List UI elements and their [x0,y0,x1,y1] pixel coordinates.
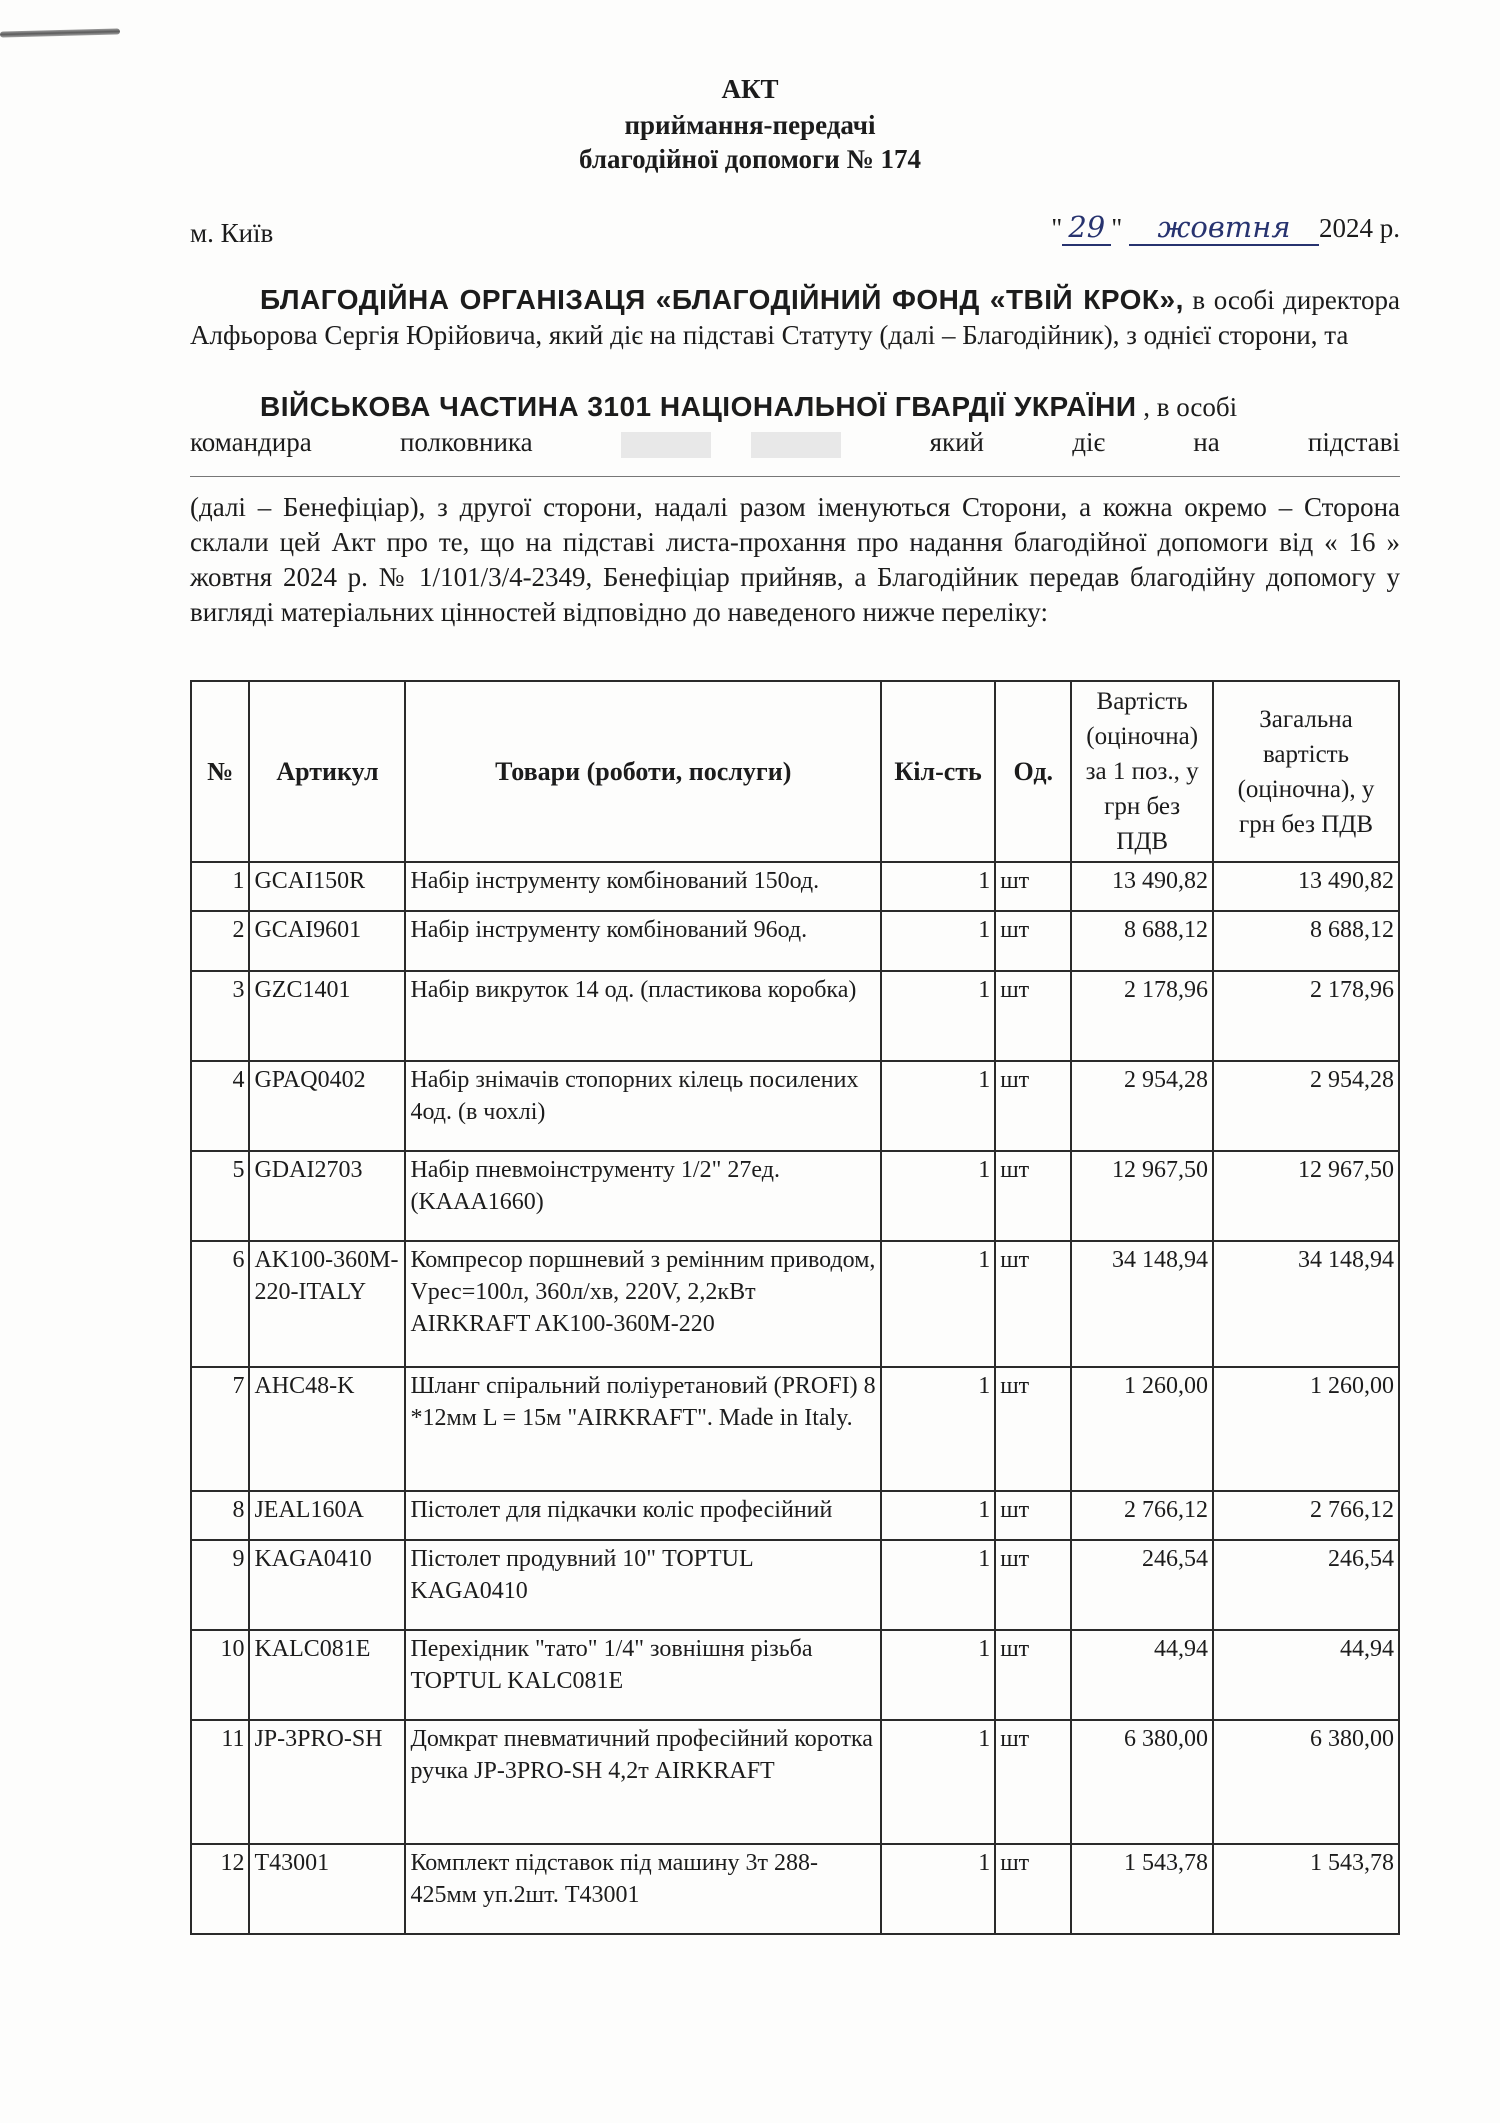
cell-qty: 1 [881,1061,995,1151]
cell-article: GCAI9601 [249,911,405,971]
cell-unit: шт [995,1241,1071,1367]
cell-no: 6 [191,1241,249,1367]
intro-paragraph-1 [190,282,1400,353]
table-row [191,911,1399,971]
table-row [191,1367,1399,1491]
table-row [191,1061,1399,1151]
cell-price: 34 148,94 [1071,1241,1213,1367]
cell-no: 10 [191,1630,249,1720]
commander-word-4: діє [1072,427,1106,457]
cell-total: 13 490,82 [1213,862,1399,911]
cell-total: 2 178,96 [1213,971,1399,1061]
cell-price: 2 178,96 [1071,971,1213,1061]
cell-total: 8 688,12 [1213,911,1399,971]
doc-date: " 29 " жовтня 2024 р. [1051,210,1400,244]
cell-goods: Шланг спіральний поліуретановий (PROFI) 8 *12мм L = 15м "AIRKRAFT". Made in Italy. [405,1367,881,1491]
cell-total: 6 380,00 [1213,1720,1399,1844]
cell-unit: шт [995,1720,1071,1844]
cell-goods: Домкрат пневматичний професійний коротка ручка JP-3PRO-SH 4,2т AIRKRAFT [405,1720,881,1844]
header-price: Вартість (оціночна) за 1 поз., у грн без ПДВ [1071,681,1213,862]
cell-price: 1 260,00 [1071,1367,1213,1491]
cell-qty: 1 [881,1491,995,1540]
cell-total: 2 766,12 [1213,1491,1399,1540]
blank-fill-line [190,476,1400,477]
cell-article: AHC48-K [249,1367,405,1491]
cell-unit: шт [995,1151,1071,1241]
cell-total: 246,54 [1213,1540,1399,1630]
header-unit: Од. [995,681,1071,862]
commander-word-5: на [1193,427,1220,457]
cell-total: 1 260,00 [1213,1367,1399,1491]
header-goods: Товари (роботи, послуги) [405,681,881,862]
cell-total: 12 967,50 [1213,1151,1399,1241]
cell-article: GPAQ0402 [249,1061,405,1151]
cell-qty: 1 [881,1630,995,1720]
cell-no: 2 [191,911,249,971]
table-row [191,1151,1399,1241]
cell-no: 1 [191,862,249,911]
cell-no: 12 [191,1844,249,1934]
cell-price: 2 954,28 [1071,1061,1213,1151]
cell-qty: 1 [881,1151,995,1241]
cell-article: GCAI150R [249,862,405,911]
commander-word-1: командира [190,427,312,457]
cell-unit: шт [995,862,1071,911]
cell-price: 246,54 [1071,1540,1213,1630]
intro-paragraph-3: (далі – Бенефіціар), з другої сторони, надалі разом іменуються Сторони, а кожна окремо – Сторона склали цей Акт про те, що на підставі листа-прохання про надання благодійної допомоги від « 16 » жовтня 2024 р. № 1/101/3/4-2349, Бенефіціар прийняв, а Благодійник передав благодійну допомогу у вигляді матеріальних цінностей відповідно до наведеного нижче переліку: [190,492,1400,627]
table-row [191,971,1399,1061]
cell-total: 44,94 [1213,1630,1399,1720]
cell-unit: шт [995,1540,1071,1630]
items-table [190,680,1400,1935]
cell-goods: Набір знімачів стопорних кілець посилених 4од. (в чохлі) [405,1061,881,1151]
cell-total: 1 543,78 [1213,1844,1399,1934]
cell-article: KALC081E [249,1630,405,1720]
redacted-name [621,425,842,460]
place-of-signing: м. Київ [190,218,274,248]
table-header-row [191,681,1399,862]
cell-qty: 1 [881,1540,995,1630]
cell-price: 12 967,50 [1071,1151,1213,1241]
beneficiary-name: ВІЙСЬКОВА ЧАСТИНА 3101 НАЦІОНАЛЬНОЇ ГВАРДІЇ УКРАЇНИ [260,391,1137,422]
cell-goods: Компресор поршневий з ремінним приводом, Vрес=100л, 360л/хв, 220V, 2,2кВт AIRKRAFT AK100-360M-220 [405,1241,881,1367]
cell-no: 8 [191,1491,249,1540]
cell-unit: шт [995,1367,1071,1491]
cell-goods: Пістолет продувний 10" TOPTUL KAGA0410 [405,1540,881,1630]
cell-qty: 1 [881,1844,995,1934]
donor-name: БЛАГОДІЙНА ОРГАНІЗАЦЯ «БЛАГОДІЙНИЙ ФОНД «ТВІЙ КРОК», [260,284,1184,315]
cell-qty: 1 [881,1241,995,1367]
staple [0,28,120,37]
date-year: 2024 р. [1319,213,1400,243]
table-row [191,1630,1399,1720]
cell-unit: шт [995,1491,1071,1540]
cell-price: 6 380,00 [1071,1720,1213,1844]
commander-word-6: підставі [1307,427,1400,457]
header-no: № [191,681,249,862]
cell-total: 34 148,94 [1213,1241,1399,1367]
cell-no: 4 [191,1061,249,1151]
cell-goods: Набір викруток 14 од. (пластикова коробка) [405,971,881,1061]
cell-article: AK100-360M-220-ITALY [249,1241,405,1367]
cell-no: 5 [191,1151,249,1241]
cell-article: JP-3PRO-SH [249,1720,405,1844]
doc-subtitle-1: приймання-передачі [624,110,876,140]
cell-price: 44,94 [1071,1630,1213,1720]
cell-goods: Комплект підставок під машину 3т 288-425мм уп.2шт. T43001 [405,1844,881,1934]
doc-title: АКТ [721,74,779,104]
cell-article: T43001 [249,1844,405,1934]
cell-goods: Перехідник "тато" 1/4" зовнішня різьба TOPTUL KALC081E [405,1630,881,1720]
cell-no: 3 [191,971,249,1061]
commander-word-2: полковника [399,427,533,457]
commander-word-3: який [929,427,984,457]
header-qty: Кіл-сть [881,681,995,862]
cell-unit: шт [995,1844,1071,1934]
cell-goods: Пістолет для підкачки коліс професійний [405,1491,881,1540]
cell-no: 11 [191,1720,249,1844]
cell-no: 7 [191,1367,249,1491]
cell-unit: шт [995,1630,1071,1720]
header-article: Артикул [249,681,405,862]
cell-qty: 1 [881,971,995,1061]
cell-article: JEAL160A [249,1491,405,1540]
beneficiary-details: , в особі [1136,392,1238,422]
table-row [191,862,1399,911]
donor-details: в особі директора Алфьорова Сергія Юрійовича, який діє на підставі Статуту (далі – Благодійник), з однієї сторони, та [190,285,1400,350]
cell-qty: 1 [881,1367,995,1491]
cell-unit: шт [995,911,1071,971]
cell-price: 2 766,12 [1071,1491,1213,1540]
cell-price: 13 490,82 [1071,862,1213,911]
cell-price: 8 688,12 [1071,911,1213,971]
table-row [191,1491,1399,1540]
cell-total: 2 954,28 [1213,1061,1399,1151]
table-row [191,1540,1399,1630]
doc-subtitle-2: благодійної допомоги № 174 [579,144,921,174]
cell-price: 1 543,78 [1071,1844,1213,1934]
commander-line [190,425,1400,460]
cell-no: 9 [191,1540,249,1630]
cell-qty: 1 [881,911,995,971]
cell-qty: 1 [881,862,995,911]
date-month-handwritten: жовтня [1129,210,1319,246]
table-row [191,1720,1399,1844]
date-day-handwritten: 29 [1062,210,1111,246]
cell-goods: Набір інструменту комбінований 96од. [405,911,881,971]
cell-goods: Набір інструменту комбінований 150од. [405,862,881,911]
header-total: Загальна вартість (оціночна), у грн без ПДВ [1213,681,1399,862]
cell-article: KAGA0410 [249,1540,405,1630]
cell-qty: 1 [881,1720,995,1844]
table-row [191,1241,1399,1367]
cell-goods: Набір пневмоінструменту 1/2" 27ед. (KAAA1660) [405,1151,881,1241]
cell-unit: шт [995,971,1071,1061]
cell-article: GDAI2703 [249,1151,405,1241]
cell-unit: шт [995,1061,1071,1151]
intro-paragraph-2 [190,389,1400,460]
cell-article: GZC1401 [249,971,405,1061]
table-row [191,1844,1399,1934]
